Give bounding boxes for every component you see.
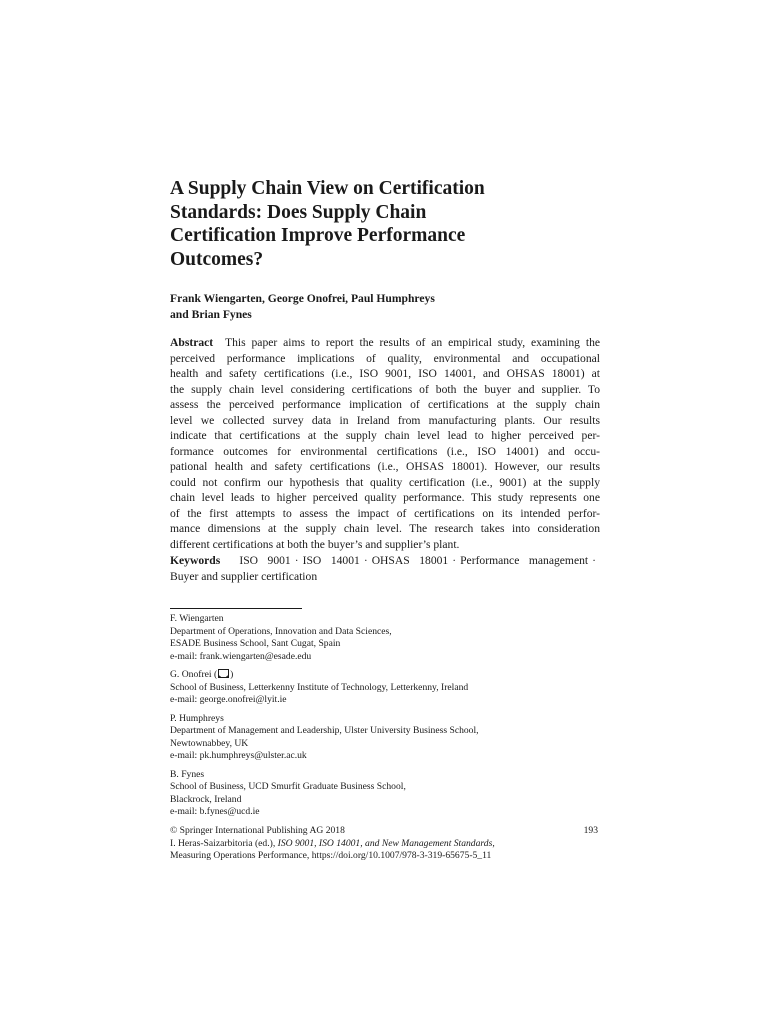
affiliation-line: F. Wiengarten [170, 613, 224, 624]
editor: I. Heras-Saizarbitoria (ed.), [170, 837, 278, 849]
abstract-line: formance outcomes for environmental certifications (i.e., ISO 14001) and occu- [170, 444, 600, 458]
keyword: Performance management [460, 554, 589, 567]
affiliation-line: Department of Management and Leadership, Ulster University Business School, [170, 725, 479, 736]
title-line: A Supply Chain View on Certification [170, 178, 485, 199]
affiliation-line: B. Fynes [170, 768, 205, 780]
affiliation-line: e-mail: b.fynes@ucd.ie [170, 806, 260, 817]
affiliation [170, 769, 600, 819]
paper-title [170, 177, 600, 271]
abstract-line: pational health and safety certifications (i.e., OHSAS 18001). However, our results [170, 460, 600, 473]
copyright: © Springer International Publishing AG 2018 [170, 825, 345, 836]
keywords-line [170, 553, 600, 569]
affiliation [170, 713, 600, 763]
affiliations [170, 613, 600, 825]
keywords-label: Keywords [170, 554, 221, 567]
abstract-line: mance dimensions at the supply chain level. The research takes into consideration [170, 522, 600, 535]
abstract-line: assess the perceived performance implication of certifications at the supply chain [170, 398, 600, 411]
corresponding-author-close: ) [230, 669, 234, 680]
affiliation-line: Department of Operations, Innovation and Data Sciences, [170, 625, 392, 637]
affiliation-line: e-mail: frank.wiengarten@esade.edu [170, 650, 312, 662]
authors-line: Frank Wiengarten, George Onofrei, Paul Humphreys [170, 292, 435, 305]
keyword-separator: · [592, 554, 596, 567]
abstract-line: of the first attempts to assess the impact of certifications on its intended perfor- [170, 506, 600, 520]
affiliation-line: Blackrock, Ireland [170, 793, 242, 805]
abstract [170, 335, 600, 552]
abstract-first-line: This paper aims to report the results of an empirical study, examining the [224, 336, 601, 349]
abstract-line: chain level leads to higher perceived quality performance. This study represents one [170, 491, 600, 504]
abstract-line: different certifications at both the buyer’s and supplier’s plant. [170, 537, 460, 551]
keyword-separator: · [452, 554, 457, 567]
author-list [170, 291, 600, 322]
publication-footer [170, 825, 600, 863]
book-title: ISO 9001, ISO 14001, and New Management Standards [277, 837, 493, 849]
citation-line [170, 838, 600, 851]
keyword: ISO 14001 [302, 554, 360, 567]
keyword-separator: · [363, 554, 368, 567]
keyword: OHSAS 18001 [371, 554, 449, 567]
abstract-label: Abstract [170, 336, 214, 349]
page-number: 193 [583, 825, 598, 836]
keyword: Buyer and supplier certification [170, 569, 318, 583]
affiliation-line: ESADE Business School, Sant Cugat, Spain [170, 638, 341, 649]
affiliation-line: School of Business, UCD Smurfit Graduate Business School, [170, 781, 406, 792]
abstract-line: health and safety certifications (i.e., ISO 9001, ISO 14001, and OHSAS 18001) at [170, 367, 600, 380]
title-line: Outcomes? [170, 248, 264, 270]
affiliation-line: e-mail: pk.humphreys@ulster.ac.uk [170, 750, 307, 761]
affiliation [170, 669, 600, 707]
title-line: Standards: Does Supply Chain [170, 201, 427, 223]
affiliation-line: Newtownabbey, UK [170, 737, 249, 749]
abstract-line: could not confirm our hypothesis that quality certification (i.e., 9001) at the supply [170, 475, 600, 489]
authors-line: and Brian Fynes [170, 307, 252, 321]
paper-page [170, 0, 600, 1024]
series-doi: Measuring Operations Performance, https://doi.org/10.1007/978-3-319-65675-5_11 [170, 850, 492, 861]
affiliation-line: e-mail: george.onofrei@lyit.ie [170, 694, 287, 705]
corresponding-author-name: G. Onofrei ( [170, 669, 218, 680]
abstract-line: indicate that certifications at the supply chain level lead to higher perceived per- [170, 429, 600, 442]
book-title-suffix: , [492, 837, 495, 849]
envelope-icon [218, 669, 229, 678]
abstract-line: level we collected survey data in Ireland from manufacturing plants. Our results [170, 413, 600, 427]
affiliation-line: P. Humphreys [170, 712, 224, 724]
keyword: ISO 9001 [239, 554, 291, 567]
abstract-line [170, 335, 600, 351]
keywords [170, 553, 600, 584]
abstract-line: the supply chain level considering certifications of both the buyer and supplier. To [170, 382, 600, 396]
affiliation-line [170, 669, 600, 682]
footnote-divider [170, 608, 302, 609]
keyword-separator: · [294, 554, 299, 567]
affiliation [170, 613, 600, 663]
abstract-line: perceived performance implications of quality, environmental and occupational [170, 351, 600, 365]
affiliation-line: School of Business, Letterkenny Institute of Technology, Letterkenny, Ireland [170, 681, 469, 693]
title-line: Certification Improve Performance [170, 225, 466, 246]
